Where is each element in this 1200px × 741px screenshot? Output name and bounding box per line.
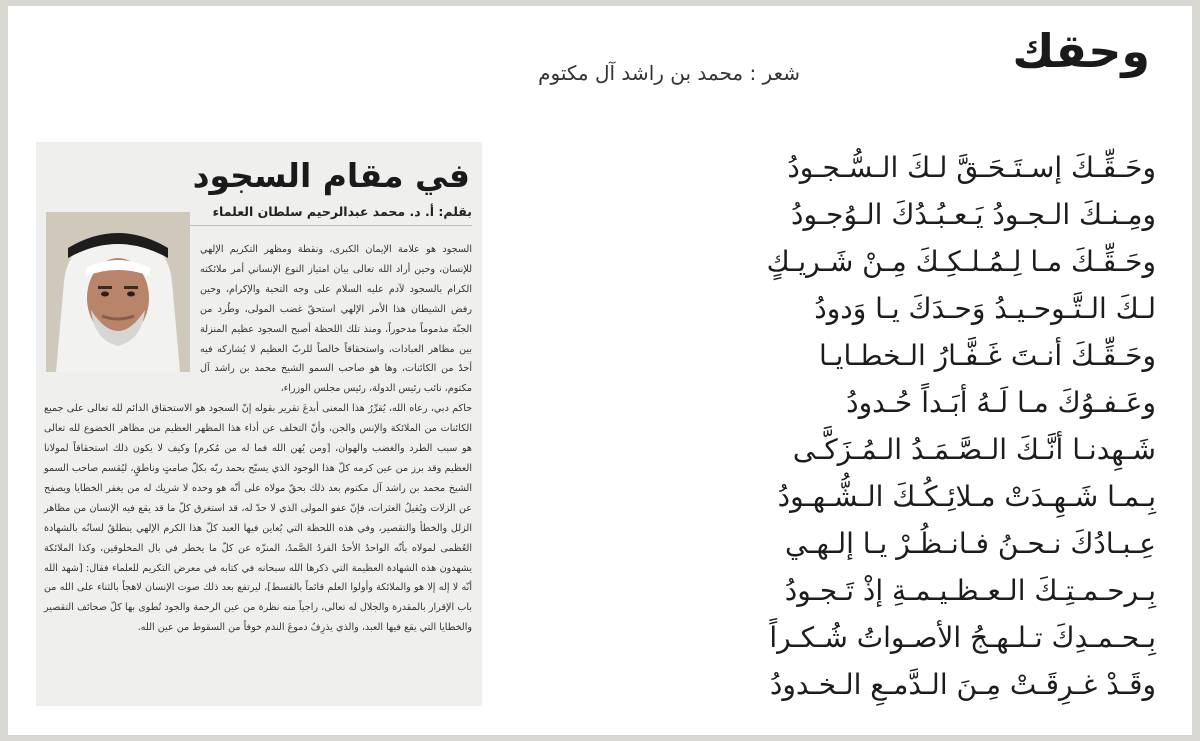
poem-title: وحقك [1012,24,1150,78]
poem-byline: شعر : محمد بن راشد آل مكتوم [538,61,800,85]
verse-line: ومِـنـكَ الـجـودُ يَـعـبُـدُكَ الـوُجـودُ [791,198,1156,231]
verse-line: عِـبـادُكَ نـحـنُ فـانـظُـرْ يـا إلـهـي [784,527,1156,560]
verse-line: لـكَ الـتَّـوحـيـدُ وَحـدَكَ يـا وَدودُ [814,292,1156,325]
commentary-title: في مقام السجود [192,156,470,195]
commentary-paragraph: حاكم دبي، رعاه الله، يُقرِّرُ هذا المعنى أبدعَ تقرير بقوله إنّ السجود هو الاستحقاق الدائم لله تعالى على جميع الكائنات من الملائكة والإنس والجن، وأنّ التخلف عن أداء هذا المظهر العظيم من مظاهر الخضوع لله تعالى هو سبب الطرد والغضب والهوان، [ومن يُهن الله فما له من مُكرم] وكيف لا يكون ذلك استحقاقاً لمولانا العظيم وقد برز من عين كرمه كلّ هذا الوجود الذي يسبّح بحمد ربّه بكلّ صامتٍ وناطقٍ، ليُقسم صاحب السمو الشيخ محمد بن راشد آل مكتوم بعد ذلك بحقّ مولاه على أنّه هو وحده لا شريك له من يغفر الخطايا ويصفح عن الزلات ويُقيلُ العثرات، فإنّ عفو المولى الذي لا حدّ له، قد استغرق كلّ ما قد يقع فيه الإنسان من مظاهر الزلل والخطأ والتقصير، وفي هذه اللحظة التي يُعاين فيها العبد كلّ هذا الكرم الإلهي ينطلقُ لسانُه بالشهادة العُظمى لمولاه بأنّه الواحدُ الأحدُ الفردُ الصَّمدُ، المنزّه عن كلّ ما يخطر في بال المخلوقين، وكذا الملائكة يشهدون هذه الشهادة العظيمة التي ذكرها الله سبحانه في كتابه في معرض التكريم للعلماء فقال: [شهد الله أنّه لا إله إلا هو والملائكة وأولوا العلم قائماً بالقسط]، ليرتفع بعد ذلك صوت الإنسان لاهجاً بالثناء على الله من باب الإقرار بالمقدرة والجلال له تعالى، راجياً منه نظرة من عين الرحمة والجود تُطوى بها كلّ صحائف التقصير والخطايا التي يقع فيها العبد، والذي يذرِفُ دموعَ الندم خوفاً من السقوط من عين الله. [44,403,472,634]
commentary-body [44,240,472,638]
verse-line: وحَـقِّـكَ أنـتَ غَـفَّـارُ الـخطـايـا [818,339,1156,372]
verse-line: شَـهِدنـا أنَّـكَ الـصَّـمَـدُ الـمُـزَكَّـى [792,433,1156,466]
commentary-author: بقلم: أ. د. محمد عبدالرحيم سلطان العلماء [212,204,472,219]
poem-verses [456,144,1156,708]
commentary-box [36,142,482,706]
verse-line: وحَـقِّـكَ مـا لِـمُـلـكِـكَ مِـنْ شَـريـكٍ [766,245,1156,278]
verse-line: بِـمـا شَـهِـدَتْ مـلائِـكُـكَ الـشُّـهـودُ [777,480,1156,513]
verse-line: بِـحـمـدِكَ تـلـهـجُ الأصـواتُ شُـكـراً [769,621,1156,654]
verse-line: بِـرحـمـتِـكَ الـعـظـيـمـةِ إذْ تَـجـودُ [784,574,1156,607]
verse-line: وقَـدْ غـرِقَـتْ مِـنَ الـدَّمـعِ الـخـدودُ [769,668,1156,701]
verse-line: وعَـفـوُكَ مـا لَـهُ أبَـداً حُـدودُ [846,386,1156,419]
newspaper-page [8,6,1192,735]
verse-line: وحَـقِّـكَ إسـتَـحَـقَّ لـكَ الـسُّـجـودُ [787,151,1156,184]
commentary-paragraph: السجود هو علامة الإيمان الكبرى، ونقطة ومظهر التكريم الإلهي للإنسان، وحين أراد الله تعالى بيان امتياز النوع الإنساني أمر ملائكته الكرام بالسجود لآدم عليه السلام على وجه التحية والإكرام، وحين رفض الشيطان هذا الأمر الإلهي استحقّ غضب المولى، وطُرد من الجنّة مذموماً مدحوراً، ومنذ تلك اللحظة أصبح السجود عظيم المنزلة بين مظاهر العبادات، واستحقاقاً خالصاً للربّ العظيم لا يُشاركه فيه أحدٌ من الكائنات، وها هو صاحب السمو الشيخ محمد بن راشد آل مكتوم، نائب رئيس الدولة، رئيس مجلس الوزراء، [200,244,472,395]
